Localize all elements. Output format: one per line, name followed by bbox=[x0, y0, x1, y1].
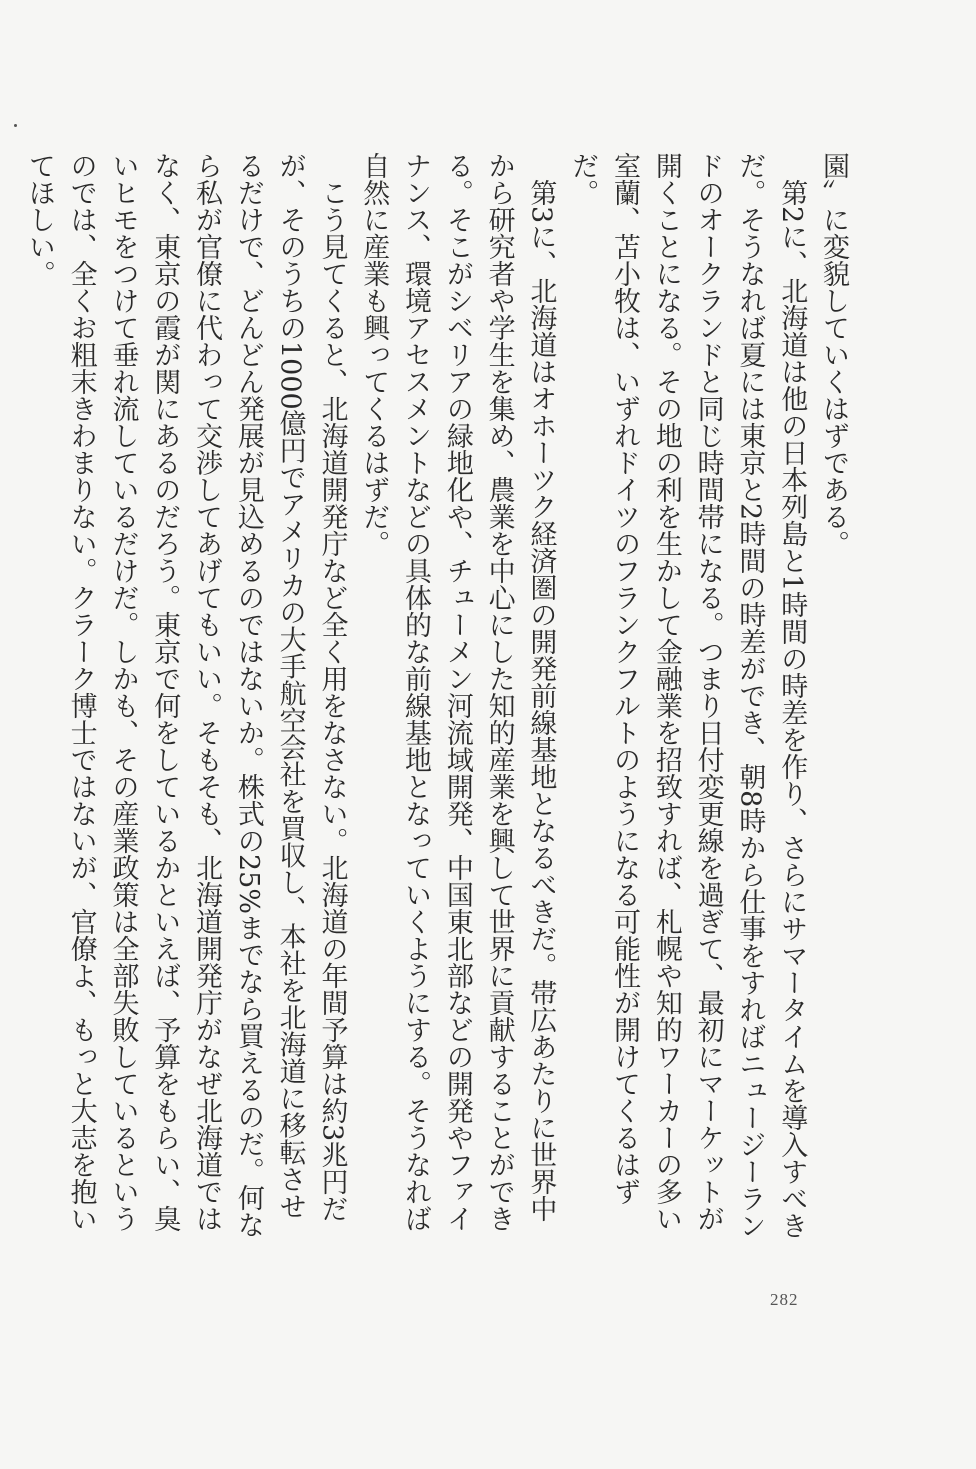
page-speck bbox=[14, 124, 17, 127]
page-number: 282 bbox=[770, 1290, 799, 1309]
paragraph-continuation: 園〟に変貌していくはずである。 bbox=[818, 152, 849, 557]
body-text bbox=[18, 152, 854, 1242]
paragraph-second-point: 第2に、北海道は他の日本列島と1時間の時差を作り、さらにサマータイムを導入すべきだ。そうなれば夏には東京と2時間の時差ができ、朝8時から仕事をすればニュージーランドのオークランドと同じ時間帯になる。つまり日付変更線を過ぎて、最初にマーケットが開くことになる。その地の利を生かして金融業を招致すれば、札幌や知的ワーカーの多い室蘭、苫小牧は、いずれドイツのフランクフルトのようになる可能性が開けてくるはずだ。 bbox=[567, 152, 808, 1240]
paragraph-third-point: 第3に、北海道はオホーツク経済圏の開発前線基地となるべきだ。帯広あたりに世界中から研究者や学生を集め、農業を中心にした知的産業を興して世界に貢献することができる。そこがシベリアの緑地化や、チューメン河流域開発、中国東北部などの開発やファイナンス、環境アセスメントなどの具体的な前線基地となっていくようにする。そうなれば自然に産業も興ってくるはずだ。 bbox=[358, 152, 557, 1232]
paragraph-conclusion: こう見てくると、北海道開発庁など全く用をなさない。北海道の年間予算は約3兆円だが、そのうちの1000億円でアメリカの大手航空会社を買収し、本社を北海道に移転させるだけで、どんどん発展が見込めるのではないか。株式の25%までなら買えるのだ。何なら私が官僚に代わって交渉してあげてもいい。そもそも、北海道開発庁がなぜ北海道ではなく、東京の霞が関にあるのだろう。東京で何をしているかといえば、予算をもらい、臭いヒモをつけて垂れ流しているだけだ。しかも、その産業政策は全部失敗しているというのでは、全くお粗末きわまりない。クラーク博士ではないが、官僚よ、もっと大志を抱いてほしい。 bbox=[23, 152, 348, 1239]
